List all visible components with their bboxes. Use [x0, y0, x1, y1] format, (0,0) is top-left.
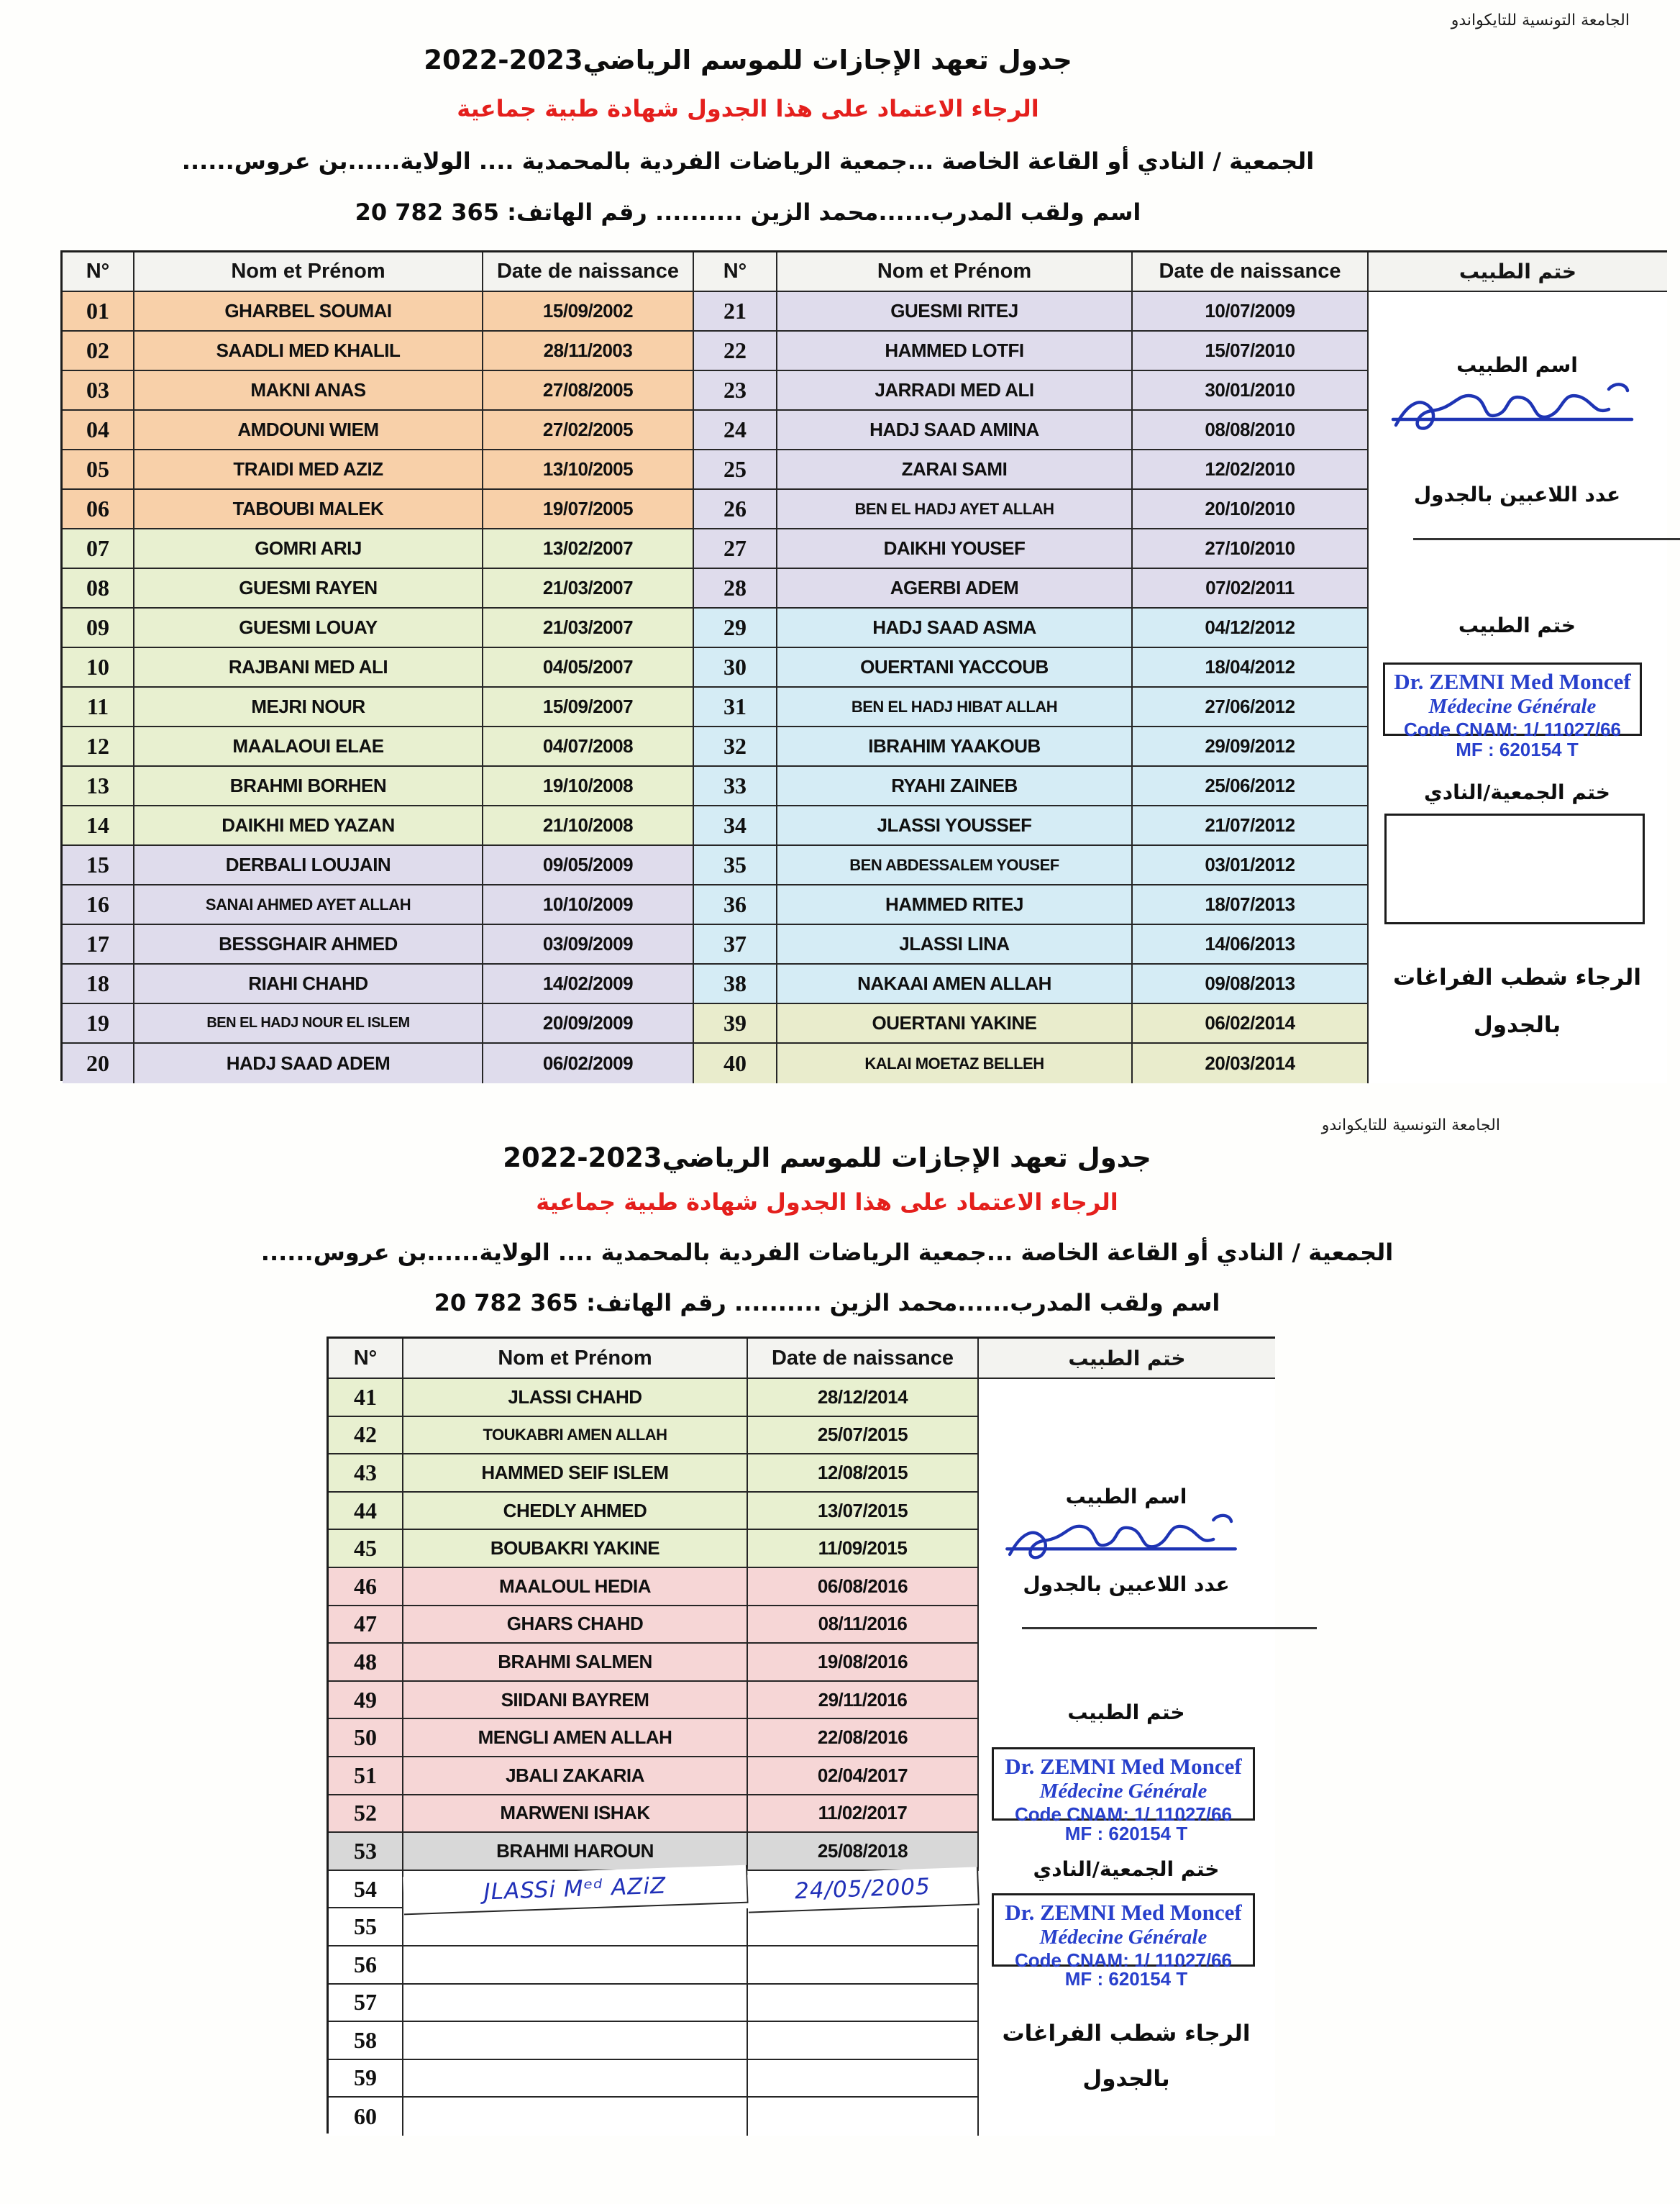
dob-cell: 02/04/2017 — [748, 1757, 979, 1795]
player-name-cell: BEN ABDESSALEM YOUSEF — [777, 846, 1133, 885]
row-number-cell: 25 — [694, 450, 777, 490]
row-number-cell: 04 — [63, 411, 134, 450]
players-count-label-2: عدد اللاعبين بالجدول — [1023, 1572, 1230, 1596]
dob-cell: 06/08/2016 — [748, 1568, 979, 1606]
dob-cell: 29/11/2016 — [748, 1682, 979, 1720]
player-name-cell: MEJRI NOUR — [134, 688, 483, 727]
doctor-name-label-2: اسم الطبيب — [1065, 1485, 1187, 1508]
club-line: الجمعية / النادي أو القاعة الخاصة ...جمعية الرياضات الفردية بالمحمدية .... الولاية......بن عروس...... — [181, 147, 1315, 175]
dob-cell: 08/08/2010 — [1133, 411, 1369, 450]
player-name-cell: MENGLI AMEN ALLAH — [403, 1719, 748, 1757]
dob-cell: 18/07/2013 — [1133, 885, 1369, 925]
row-number-cell: 48 — [329, 1644, 403, 1682]
dob-cell: 04/12/2012 — [1133, 609, 1369, 648]
player-name-cell: MAALAOUI ELAE — [134, 727, 483, 767]
player-name-cell: MARWENI ISHAK — [403, 1795, 748, 1834]
dob-cell: 15/09/2002 — [483, 292, 694, 332]
dob-cell: 27/02/2005 — [483, 411, 694, 450]
dob-cell: 20/09/2009 — [483, 1004, 694, 1044]
row-number-cell: 26 — [694, 490, 777, 529]
row-number-cell: 55 — [329, 1908, 403, 1946]
player-name-cell: GUESMI LOUAY — [134, 609, 483, 648]
row-number-cell: 47 — [329, 1606, 403, 1644]
player-name-cell: BOUBAKRI YAKINE — [403, 1530, 748, 1568]
row-number-cell: 37 — [694, 925, 777, 965]
dob-cell: 04/05/2007 — [483, 648, 694, 688]
dob-cell: 21/03/2007 — [483, 609, 694, 648]
row-number-cell: 01 — [63, 292, 134, 332]
stamp-mf-code-2a: MF : 620154 T — [1064, 1823, 1188, 1844]
dob-cell: 28/11/2003 — [483, 332, 694, 371]
dob-cell: 21/07/2012 — [1133, 806, 1369, 846]
federation-name-bottom: الجامعة التونسية للتايكواندو — [1321, 1116, 1500, 1134]
player-name-cell: JLASSI LINA — [777, 925, 1133, 965]
player-name-cell: GUESMI RITEJ — [777, 292, 1133, 332]
row-number-cell: 12 — [63, 727, 134, 767]
doctor-stamp-label-2: ختم الطبيب — [1067, 1700, 1185, 1724]
row-number-cell: 39 — [694, 1004, 777, 1044]
player-name-cell: GUESMI RAYEN — [134, 569, 483, 609]
player-name-cell — [403, 2060, 748, 2098]
doctor-stamp-2b — [992, 1893, 1255, 1971]
dob-cell — [748, 2098, 979, 2136]
column-header-name: Nom et Prénom — [403, 1339, 748, 1379]
player-name-cell — [403, 1946, 748, 1985]
player-name-cell: HADJ SAAD ADEM — [134, 1044, 483, 1083]
column-header-doctor-stamp: ختم الطبيب — [1369, 252, 1667, 292]
federation-name-top: الجامعة التونسية للتايكواندو — [1451, 12, 1630, 29]
dob-cell: 20/03/2014 — [1133, 1044, 1369, 1083]
club-stamp-label-2: ختم الجمعية/النادي — [1033, 1857, 1220, 1881]
row-number-cell: 32 — [694, 727, 777, 767]
row-number-cell: 15 — [63, 846, 134, 885]
dob-cell: 28/12/2014 — [748, 1379, 979, 1417]
dob-cell: 07/02/2011 — [1133, 569, 1369, 609]
row-number-cell: 46 — [329, 1568, 403, 1606]
row-number-cell: 13 — [63, 767, 134, 806]
document-title-2: جدول تعهد الإجازات للموسم الرياضي2023-2022 — [503, 1142, 1151, 1173]
row-number-cell: 36 — [694, 885, 777, 925]
cross-out-note-line1: الرجاء شطب الفراغات — [1393, 965, 1641, 991]
count-fill-line-2 — [1022, 1627, 1317, 1629]
player-name-cell: JLASSi Mᵉᵈ AZiZ — [403, 1864, 749, 1914]
dob-cell: 18/04/2012 — [1133, 648, 1369, 688]
dob-cell: 20/10/2010 — [1133, 490, 1369, 529]
row-number-cell: 14 — [63, 806, 134, 846]
stamp-cnam-code: Code CNAM: 1/ 11027/66 — [1014, 1949, 1232, 1971]
row-number-cell: 21 — [694, 292, 777, 332]
player-name-cell: HAMMED LOTFI — [777, 332, 1133, 371]
player-name-cell: BRAHMI BORHEN — [134, 767, 483, 806]
row-number-cell: 34 — [694, 806, 777, 846]
player-name-cell: RYAHI ZAINEB — [777, 767, 1133, 806]
row-number-cell: 31 — [694, 688, 777, 727]
row-number-cell: 30 — [694, 648, 777, 688]
dob-cell — [748, 1946, 979, 1985]
column-header-doctor-stamp: ختم الطبيب — [979, 1339, 1275, 1379]
club-stamp-box — [1384, 814, 1645, 924]
cross-out-note-line1-2: الرجاء شطب الفراغات — [1002, 2021, 1251, 2046]
document-title: جدول تعهد الإجازات للموسم الرياضي2023-2022 — [424, 45, 1072, 76]
player-name-cell: GHARBEL SOUMAI — [134, 292, 483, 332]
dob-cell: 19/07/2005 — [483, 490, 694, 529]
dob-cell: 15/09/2007 — [483, 688, 694, 727]
player-name-cell: HAMMED SEIF ISLEM — [403, 1454, 748, 1493]
player-name-cell: TABOUBI MALEK — [134, 490, 483, 529]
stamp-mf-code-2b: MF : 620154 T — [1064, 1968, 1188, 1990]
player-name-cell: MAALOUL HEDIA — [403, 1568, 748, 1606]
stamp-cnam-code: Code CNAM: 1/ 11027/66 — [1014, 1803, 1232, 1825]
player-name-cell: RIAHI CHAHD — [134, 965, 483, 1004]
coach-phone-line: اسم ولقب المدرب......محمد الزين .......... رقم الهاتف: 365 782 20 — [355, 199, 1141, 226]
row-number-cell: 50 — [329, 1719, 403, 1757]
stamp-doctor-name: Dr. ZEMNI Med Moncef — [1005, 1900, 1242, 1925]
player-name-cell: BESSGHAIR AHMED — [134, 925, 483, 965]
doctor-stamp-1 — [1383, 662, 1642, 740]
dob-cell: 22/08/2016 — [748, 1719, 979, 1757]
row-number-cell: 02 — [63, 332, 134, 371]
dob-cell: 04/07/2008 — [483, 727, 694, 767]
row-number-cell: 45 — [329, 1530, 403, 1568]
dob-cell: 27/08/2005 — [483, 371, 694, 411]
row-number-cell: 05 — [63, 450, 134, 490]
row-number-cell: 27 — [694, 529, 777, 569]
row-number-cell: 43 — [329, 1454, 403, 1493]
dob-cell: 13/07/2015 — [748, 1493, 979, 1531]
stamp-specialty: Médecine Générale — [1039, 1780, 1208, 1803]
player-name-cell — [403, 1908, 748, 1946]
player-name-cell: RAJBANI MED ALI — [134, 648, 483, 688]
dob-cell: 10/10/2009 — [483, 885, 694, 925]
row-number-cell: 23 — [694, 371, 777, 411]
player-name-cell: DAIKHI YOUSEF — [777, 529, 1133, 569]
player-name-cell: HADJ SAAD AMINA — [777, 411, 1133, 450]
row-number-cell: 56 — [329, 1946, 403, 1985]
doctor-stamp-label: ختم الطبيب — [1458, 614, 1576, 637]
player-name-cell: AMDOUNI WIEM — [134, 411, 483, 450]
player-name-cell: ZARAI SAMI — [777, 450, 1133, 490]
doctor-panel-2 — [979, 1377, 1274, 2132]
row-number-cell: 16 — [63, 885, 134, 925]
player-name-cell: SAADLI MED KHALIL — [134, 332, 483, 371]
player-name-cell — [403, 1985, 748, 2023]
doctor-name-label: اسم الطبيب — [1456, 353, 1578, 377]
stamp-cnam-code: Code CNAM: 1/ 11027/66 — [1403, 719, 1621, 740]
dob-cell — [748, 1908, 979, 1946]
column-header-name: Nom et Prénom — [134, 252, 483, 292]
dob-cell: 08/11/2016 — [748, 1606, 979, 1644]
dob-cell — [748, 2060, 979, 2098]
cross-out-note-line2: بالجدول — [1473, 1012, 1561, 1038]
medical-note: الرجاء الاعتماد على هذا الجدول شهادة طبية جماعية — [457, 95, 1039, 122]
player-name-cell: TOUKABRI AMEN ALLAH — [403, 1417, 748, 1455]
player-name-cell: BRAHMI HAROUN — [403, 1833, 748, 1871]
dob-cell: 06/02/2009 — [483, 1044, 694, 1083]
player-name-cell: GOMRI ARIJ — [134, 529, 483, 569]
row-number-cell: 58 — [329, 2022, 403, 2060]
row-number-cell: 41 — [329, 1379, 403, 1417]
player-name-cell: KALAI MOETAZ BELLEH — [777, 1044, 1133, 1083]
player-name-cell: JARRADI MED ALI — [777, 371, 1133, 411]
column-header-number: N° — [63, 252, 134, 292]
dob-cell: 13/10/2005 — [483, 450, 694, 490]
row-number-cell: 22 — [694, 332, 777, 371]
player-name-cell: BEN EL HADJ AYET ALLAH — [777, 490, 1133, 529]
player-name-cell: MAKNI ANAS — [134, 371, 483, 411]
player-name-cell: NAKAAI AMEN ALLAH — [777, 965, 1133, 1004]
row-number-cell: 60 — [329, 2098, 403, 2136]
row-number-cell: 06 — [63, 490, 134, 529]
column-header-number: N° — [694, 252, 777, 292]
column-header-number: N° — [329, 1339, 403, 1379]
column-header-dob: Date de naissance — [748, 1339, 979, 1379]
player-name-cell: CHEDLY AHMED — [403, 1493, 748, 1531]
dob-cell — [748, 2022, 979, 2060]
doctor-stamp-2a — [992, 1747, 1255, 1825]
coach-phone-line-2: اسم ولقب المدرب......محمد الزين .......... رقم الهاتف: 365 782 20 — [434, 1289, 1220, 1316]
dob-cell: 06/02/2014 — [1133, 1004, 1369, 1044]
row-number-cell: 40 — [694, 1044, 777, 1083]
dob-cell: 19/08/2016 — [748, 1644, 979, 1682]
player-name-cell: BEN EL HADJ NOUR EL ISLEM — [134, 1004, 483, 1044]
row-number-cell: 20 — [63, 1044, 134, 1083]
player-name-cell: JLASSI CHAHD — [403, 1379, 748, 1417]
player-name-cell: JBALI ZAKARIA — [403, 1757, 748, 1795]
player-name-cell: GHARS CHAHD — [403, 1606, 748, 1644]
player-name-cell: DAIKHI MED YAZAN — [134, 806, 483, 846]
dob-cell: 09/08/2013 — [1133, 965, 1369, 1004]
dob-cell: 12/02/2010 — [1133, 450, 1369, 490]
player-name-cell: OUERTANI YAKINE — [777, 1004, 1133, 1044]
stamp-specialty: Médecine Générale — [1039, 1926, 1208, 1949]
player-name-cell: BEN EL HADJ HIBAT ALLAH — [777, 688, 1133, 727]
count-fill-line — [1413, 538, 1680, 540]
row-number-cell: 24 — [694, 411, 777, 450]
dob-cell: 13/02/2007 — [483, 529, 694, 569]
dob-cell: 14/02/2009 — [483, 965, 694, 1004]
dob-cell: 03/09/2009 — [483, 925, 694, 965]
row-number-cell: 52 — [329, 1795, 403, 1834]
row-number-cell: 08 — [63, 569, 134, 609]
stamp-doctor-name: Dr. ZEMNI Med Moncef — [1005, 1754, 1242, 1779]
row-number-cell: 03 — [63, 371, 134, 411]
stamp-doctor-name: Dr. ZEMNI Med Moncef — [1394, 669, 1631, 694]
player-name-cell: SANAI AHMED AYET ALLAH — [134, 885, 483, 925]
doctor-signature — [1389, 375, 1637, 457]
player-name-cell: OUERTANI YACCOUB — [777, 648, 1133, 688]
row-number-cell: 11 — [63, 688, 134, 727]
dob-cell: 14/06/2013 — [1133, 925, 1369, 965]
row-number-cell: 44 — [329, 1493, 403, 1531]
medical-note-2: الرجاء الاعتماد على هذا الجدول شهادة طبية جماعية — [536, 1188, 1118, 1216]
dob-cell: 24/05/2005 — [747, 1867, 980, 1913]
row-number-cell: 10 — [63, 648, 134, 688]
dob-cell: 25/07/2015 — [748, 1417, 979, 1455]
row-number-cell: 19 — [63, 1004, 134, 1044]
dob-cell: 03/01/2012 — [1133, 846, 1369, 885]
dob-cell: 25/08/2018 — [748, 1833, 979, 1871]
player-name-cell: BRAHMI SALMEN — [403, 1644, 748, 1682]
row-number-cell: 42 — [329, 1417, 403, 1455]
dob-cell — [748, 1985, 979, 2023]
dob-cell: 25/06/2012 — [1133, 767, 1369, 806]
row-number-cell: 35 — [694, 846, 777, 885]
row-number-cell: 09 — [63, 609, 134, 648]
dob-cell: 12/08/2015 — [748, 1454, 979, 1493]
stamp-mf-code: MF : 620154 T — [1456, 739, 1579, 760]
row-number-cell: 07 — [63, 529, 134, 569]
dob-cell: 21/10/2008 — [483, 806, 694, 846]
column-header-dob: Date de naissance — [483, 252, 694, 292]
dob-cell: 27/06/2012 — [1133, 688, 1369, 727]
stamp-specialty: Médecine Générale — [1428, 695, 1597, 718]
player-name-cell: IBRAHIM YAAKOUB — [777, 727, 1133, 767]
row-number-cell: 57 — [329, 1985, 403, 2023]
player-name-cell: TRAIDI MED AZIZ — [134, 450, 483, 490]
player-name-cell: DERBALI LOUJAIN — [134, 846, 483, 885]
dob-cell: 21/03/2007 — [483, 569, 694, 609]
row-number-cell: 49 — [329, 1682, 403, 1720]
row-number-cell: 29 — [694, 609, 777, 648]
dob-cell: 30/01/2010 — [1133, 371, 1369, 411]
dob-cell: 10/07/2009 — [1133, 292, 1369, 332]
row-number-cell: 38 — [694, 965, 777, 1004]
player-name-cell: AGERBI ADEM — [777, 569, 1133, 609]
column-header-name: Nom et Prénom — [777, 252, 1133, 292]
player-name-cell: JLASSI YOUSSEF — [777, 806, 1133, 846]
club-stamp-label: ختم الجمعية/النادي — [1424, 780, 1610, 804]
row-number-cell: 51 — [329, 1757, 403, 1795]
dob-cell: 11/09/2015 — [748, 1530, 979, 1568]
row-number-cell: 53 — [329, 1833, 403, 1871]
dob-cell: 19/10/2008 — [483, 767, 694, 806]
row-number-cell: 59 — [329, 2060, 403, 2098]
cross-out-note-line2-2: بالجدول — [1082, 2066, 1170, 2092]
dob-cell: 09/05/2009 — [483, 846, 694, 885]
dob-cell: 29/09/2012 — [1133, 727, 1369, 767]
column-header-dob: Date de naissance — [1133, 252, 1369, 292]
doctor-panel-1 — [1369, 290, 1666, 1081]
row-number-cell: 17 — [63, 925, 134, 965]
row-number-cell: 33 — [694, 767, 777, 806]
club-line-2: الجمعية / النادي أو القاعة الخاصة ...جمعية الرياضات الفردية بالمحمدية .... الولاية......بن عروس...... — [260, 1239, 1394, 1266]
player-name-cell — [403, 2098, 748, 2136]
player-name-cell: SIIDANI BAYREM — [403, 1682, 748, 1720]
player-name-cell: HAMMED RITEJ — [777, 885, 1133, 925]
row-number-cell: 18 — [63, 965, 134, 1004]
player-name-cell — [403, 2022, 748, 2060]
player-name-cell: HADJ SAAD ASMA — [777, 609, 1133, 648]
players-count-label: عدد اللاعبين بالجدول — [1413, 483, 1621, 506]
dob-cell: 11/02/2017 — [748, 1795, 979, 1834]
row-number-cell: 54 — [329, 1871, 403, 1909]
dob-cell: 15/07/2010 — [1133, 332, 1369, 371]
row-number-cell: 28 — [694, 569, 777, 609]
dob-cell: 27/10/2010 — [1133, 529, 1369, 569]
